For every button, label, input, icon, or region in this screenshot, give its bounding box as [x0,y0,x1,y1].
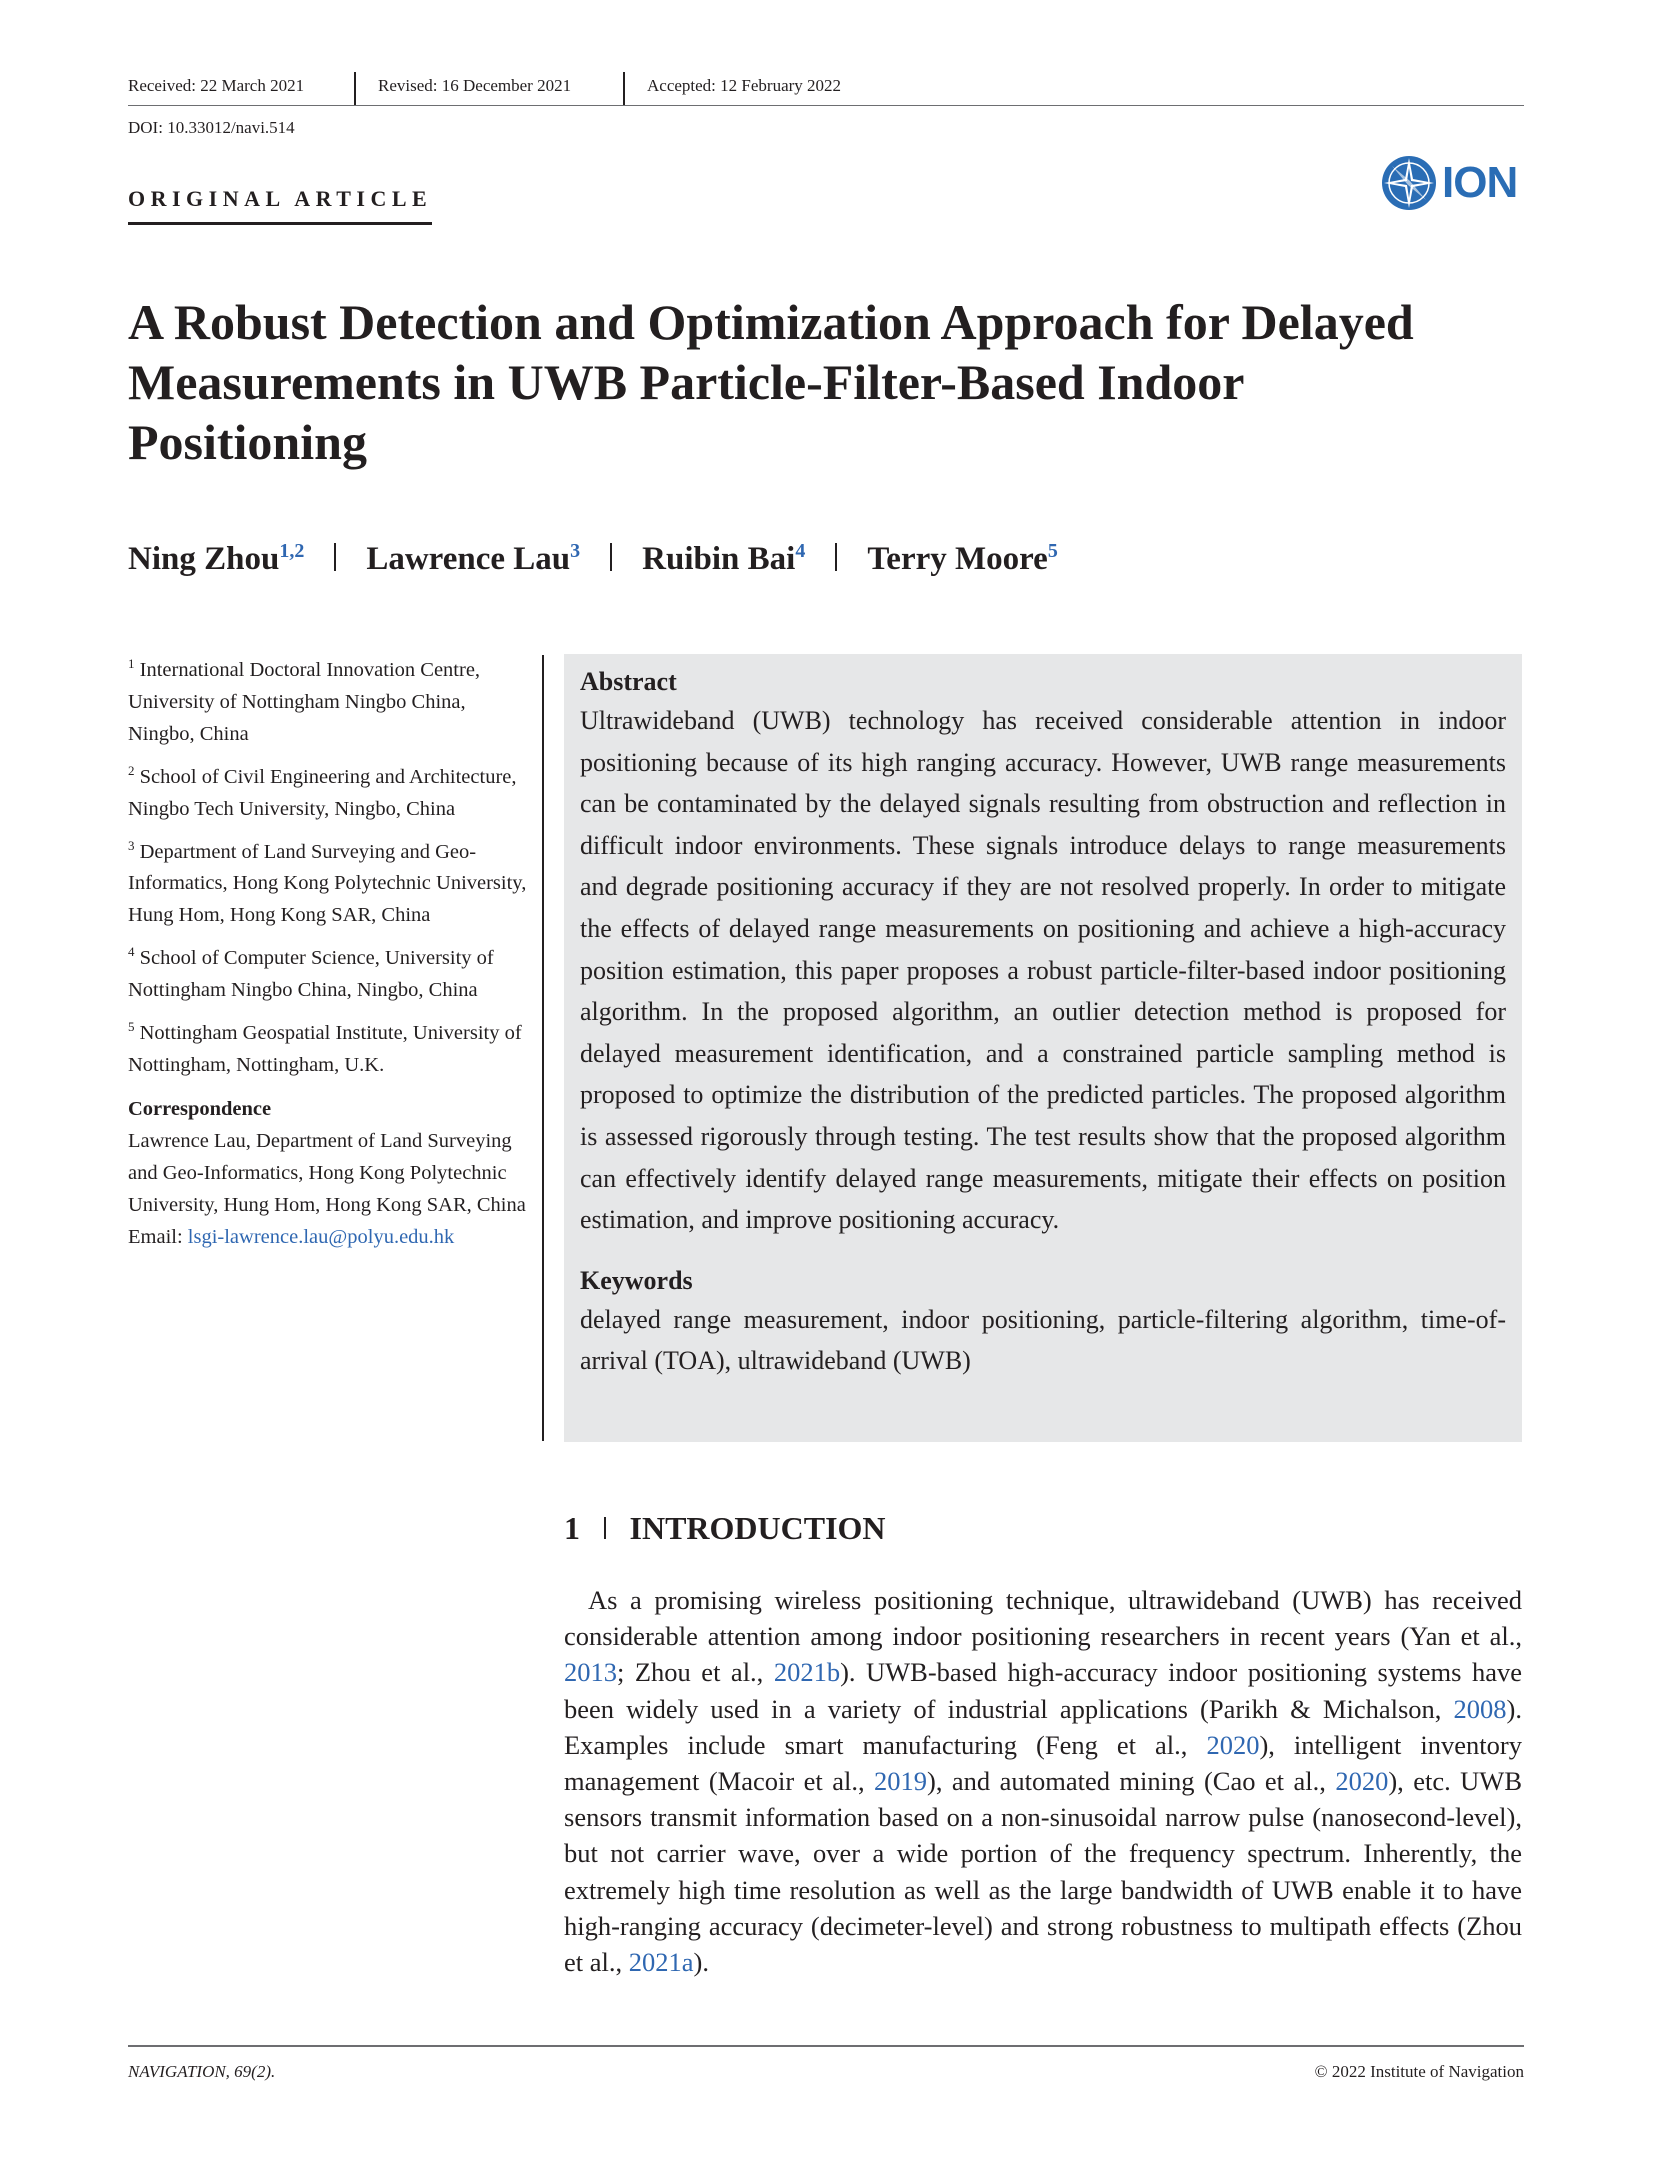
divider [835,543,837,571]
affiliations [128,648,528,1253]
citation-link[interactable]: 2008 [1453,1693,1507,1724]
author-affiliation-ref[interactable]: 3 [570,540,581,562]
copyright: © 2022 Institute of Navigation [1314,2062,1524,2081]
citation-link[interactable]: 2020 [1206,1729,1260,1760]
divider [610,543,612,571]
divider [354,72,356,105]
author: Ning Zhou$^{1,2}$ [128,540,305,577]
author: Lawrence Lau$^3$ [366,540,581,577]
author-affiliation-ref[interactable]: 5 [1047,540,1058,562]
citation-link[interactable]: 2021b [773,1657,841,1688]
section-heading [564,1510,886,1547]
abstract-text: Ultrawideband (UWB) technology has received considerable attention in indoor positioning because of its high ranging accuracy. However, UWB range measurements can be contaminated by the delayed signals resulting from obstruction and reflection in difficult indoor environments. These signals introduce delays to range measurements and degrade positioning accuracy if they are not resolved properly. In order to mitigate the effects of delayed range measurements on positioning and achieve a high-accuracy position estimation, this paper proposes a robust particle-filter-based indoor positioning algorithm. In the proposed algorithm, an outlier detection method is proposed for delayed measurement identification, and a constrained particle sampling method is proposed to optimize the distribution of the predicted particles. The proposed algorithm is assessed rigorously through testing. The test results show that the proposed algorithm can effectively identify delayed range measurements, mitigate their effects on position estimation, and improve positioning accuracy. [580,706,1506,1235]
affiliation: $^1$ International Doctoral Innovation Centre, University of Nottingham Ningbo China, Ningbo, China [128,656,481,745]
author: Terry Moore$^5$ [867,540,1058,577]
affiliation: $^2$ School of Civil Engineering and Architecture, Ningbo Tech University, Ningbo, China [128,762,517,820]
affiliation: $^3$ Department of Land Surveying and Geo-Informatics, Hong Kong Polytechnic University, Hung Hom, Hong Kong SAR, China [128,837,527,927]
citation-link[interactable]: 2013 [564,1657,617,1688]
journal-citation: NAVIGATION, 69(2). [128,2062,276,2081]
correspondence-text: Lawrence Lau, Department of Land Surveying and Geo-Informatics, Hong Kong Polytechnic University, Hung Hom, Hong Kong SAR, China [128,1130,526,1217]
article-type: ORIGINAL ARTICLE [128,186,432,225]
citation-link[interactable]: 2019 [874,1766,928,1797]
footer-divider [128,2045,1524,2047]
abstract-box [564,654,1522,1442]
ion-logo [1380,152,1526,214]
revised-date: Revised: 16 December 2021 [378,76,572,95]
divider [334,543,336,571]
author-list [128,540,1058,578]
keywords-heading: Keywords [580,1265,693,1295]
column-divider [542,655,544,1441]
affiliation: $^4$ School of Computer Science, University of Nottingham Ningbo China, Ningbo, China [128,944,494,1002]
author-affiliation-ref[interactable]: 4 [795,540,806,562]
keywords-text: delayed range measurement, indoor positioning, particle-filtering algorithm, time-of-arrival (TOA), ultrawideband (UWB) [580,1304,1506,1376]
author-affiliation-ref[interactable]: 1,2 [279,540,305,562]
compass-star-icon [1380,154,1438,212]
logo-text: ION [1442,158,1518,207]
section-number: 1 [564,1510,580,1546]
author: Ruibin Bai$^4$ [642,540,806,577]
correspondence-email-line: Email: lsgi-lawrence.lau@polyu.edu.hk [128,1226,455,1249]
received-date: Received: 22 March 2021 [128,76,305,95]
citation-link[interactable]: 2020 [1335,1766,1389,1797]
divider [623,72,625,105]
affiliation: $^5$ Nottingham Geospatial Institute, University of Nottingham, Nottingham, U.K. [128,1019,522,1077]
publication-dates [128,72,1524,106]
introduction-paragraph: As a promising wireless positioning technique, ultrawideband (UWB) has received considerable attention among indoor positioning researchers in recent years (Yan et al., 2013; Zhou et al., 2021b). UWB-based high-accuracy indoor positioning systems have been widely used in a variety of industrial applications (Parikh & Michalson, 2008). Examples include smart manufacturing (Feng et al., 2020), intelligent inventory management (Macoir et al., 2019), and automated mining (Cao et al., 2020), etc. UWB sensors transmit information based on a non-sinusoidal narrow pulse (nanosecond-level), but not carrier wave, over a wide portion of the frequency spectrum. Inherently, the extremely high time resolution as well as the large bandwidth of UWB enable it to have high-ranging accuracy (decimeter-level) and strong robustness to multipath effects (Zhou et al., 2021a). [564,1585,1522,1978]
email-link[interactable]: lsgi-lawrence.lau@polyu.edu.hk [187,1226,455,1249]
doi: DOI: 10.33012/navi.514 [128,118,295,137]
correspondence-heading: Correspondence [128,1098,272,1121]
article-title: A Robust Detection and Optimization Approach for Delayed Measurements in UWB Particle-Filter-Based Indoor Positioning [128,294,1414,470]
citation-link[interactable]: 2021a [628,1947,694,1978]
accepted-date: Accepted: 12 February 2022 [647,76,842,95]
section-title: INTRODUCTION [629,1510,886,1546]
abstract-heading: Abstract [580,667,677,696]
divider [604,1517,606,1539]
